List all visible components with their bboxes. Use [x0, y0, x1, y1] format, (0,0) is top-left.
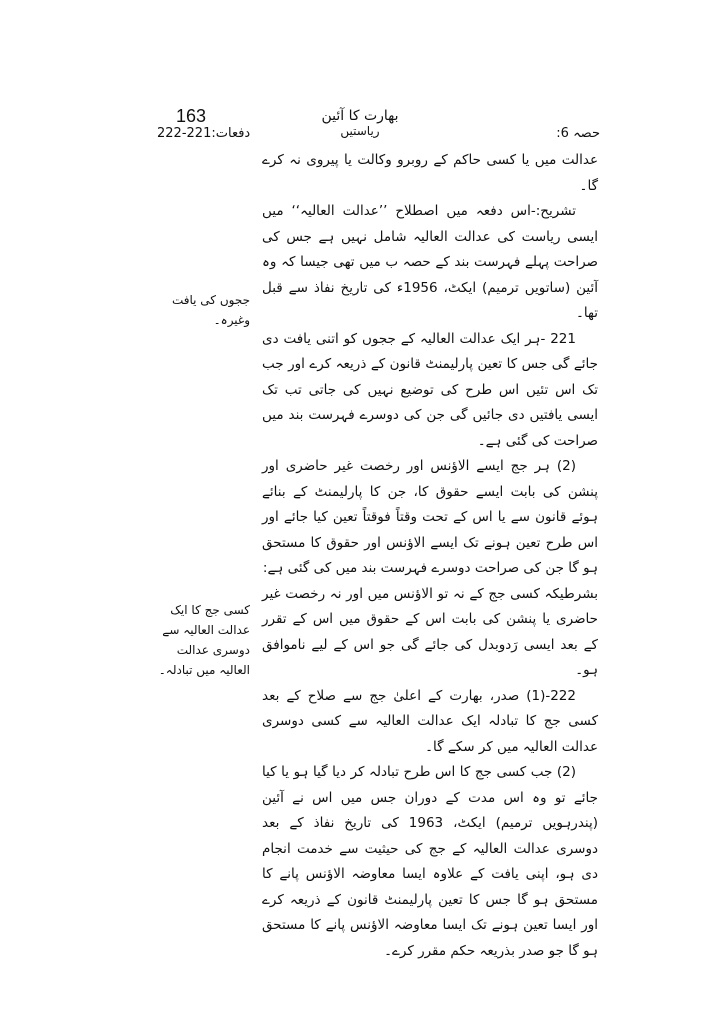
paragraph: 221 -ہر ایک عدالت العالیہ کے ججوں کو اتنی یافت دی جائے گی جس کا تعین پارلیمنٹ قانون کے ذریعہ کرے اور جب تک اس تئیں اس طرح کی توضیع نہیں کی جاتی تب تک ایسی یافتیں دی جائیں گی جن کی دوسرے فہرست بند میں صراحت کی گئی ہے۔ — [262, 330, 598, 449]
sections-range: دفعات:221-222 — [157, 126, 251, 141]
margin-note-transfer: کسی جج کا ایک عدالت العالیہ سے دوسری عدالت العالیہ میں تبادلہ۔ — [158, 603, 250, 677]
paragraph: عدالت میں یا کسی حاکم کے روبرو وکالت یا پیروی نہ کرے گا۔ — [262, 152, 598, 194]
book-title: بھارت کا آئین — [321, 108, 399, 124]
page-number: 163 — [176, 106, 207, 126]
paragraph: تشریح:-اس دفعہ میں اصطلاح ’’عدالت العالیہ‘‘ میں ایسی ریاست کی عدالت العالیہ شامل نہیں ہے جس کی صراحت پہلے فہرست بند کے حصہ ب میں تھی جیسا کہ وہ آئین (ساتویں ترمیم) ایکٹ، 1956ء کی تاریخ نفاذ سے قبل تھا۔ — [262, 203, 598, 321]
book-subtitle: ریاستیں — [340, 124, 380, 138]
paragraph: 222-(1) صدر، بھارت کے اعلیٰ جج سے صلاح کے بعد کسی جج کا تبادلہ ایک عدالت العالیہ سے کسی دوسری عدالت العالیہ میں کر سکے گا۔ — [262, 687, 598, 755]
paragraph: (2) ہر جج ایسے الاؤنس اور رخصت غیر حاضری اور پنشن کی بابت ایسے حقوق کا، جن کا پارلیمنٹ کے بنائے ہوئے قانون سے یا اس کے تحت وقتاً فوقتاً تعین کیا جائے اور اس طرح تعین ہونے تک ایسے الاؤنس اور حقوق کا مستحق ہو گا جن کی صراحت دوسرے فہرست بند میں کی گئی ہے: — [262, 458, 598, 576]
margin-note-salaries: ججوں کی یافت وغیرہ۔ — [171, 293, 250, 327]
paragraph: (2) جب کسی جج کا اس طرح تبادلہ کر دیا گیا ہو یا کیا جائے تو وہ اس مدت کے دوران جس میں اس نے آئین (پندرہویں ترمیم) ایکٹ، 1963 کی تاریخ نفاذ کے بعد دوسری عدالت العالیہ کے جج کی حیثیت سے خدمت انجام دی ہو، اپنی یافت کے علاوہ ایسا معاوضہ الاؤنس پانے کا مستحق ہو گا جس کا تعین پارلیمنٹ قانون کے ذریعہ کرے اور ایسا تعین ہونے تک ایسا معاوضہ الاؤنس پانے کا مستحق ہو گا جو صدر بذریعہ حکم مقرر کرے۔ — [262, 764, 598, 959]
part-label: حصہ 6: — [556, 126, 600, 141]
paragraph: بشرطیکہ کسی جج کے نہ تو الاؤنس میں اور نہ رخصت غیر حاضری یا پنشن کی بابت اس کے حقوق میں اس کے تقرر کے بعد ایسی رَدوبدل کی جائے گی جو اس کے لیے ناموافق ہو۔ — [262, 585, 598, 678]
document-body — [262, 148, 598, 964]
